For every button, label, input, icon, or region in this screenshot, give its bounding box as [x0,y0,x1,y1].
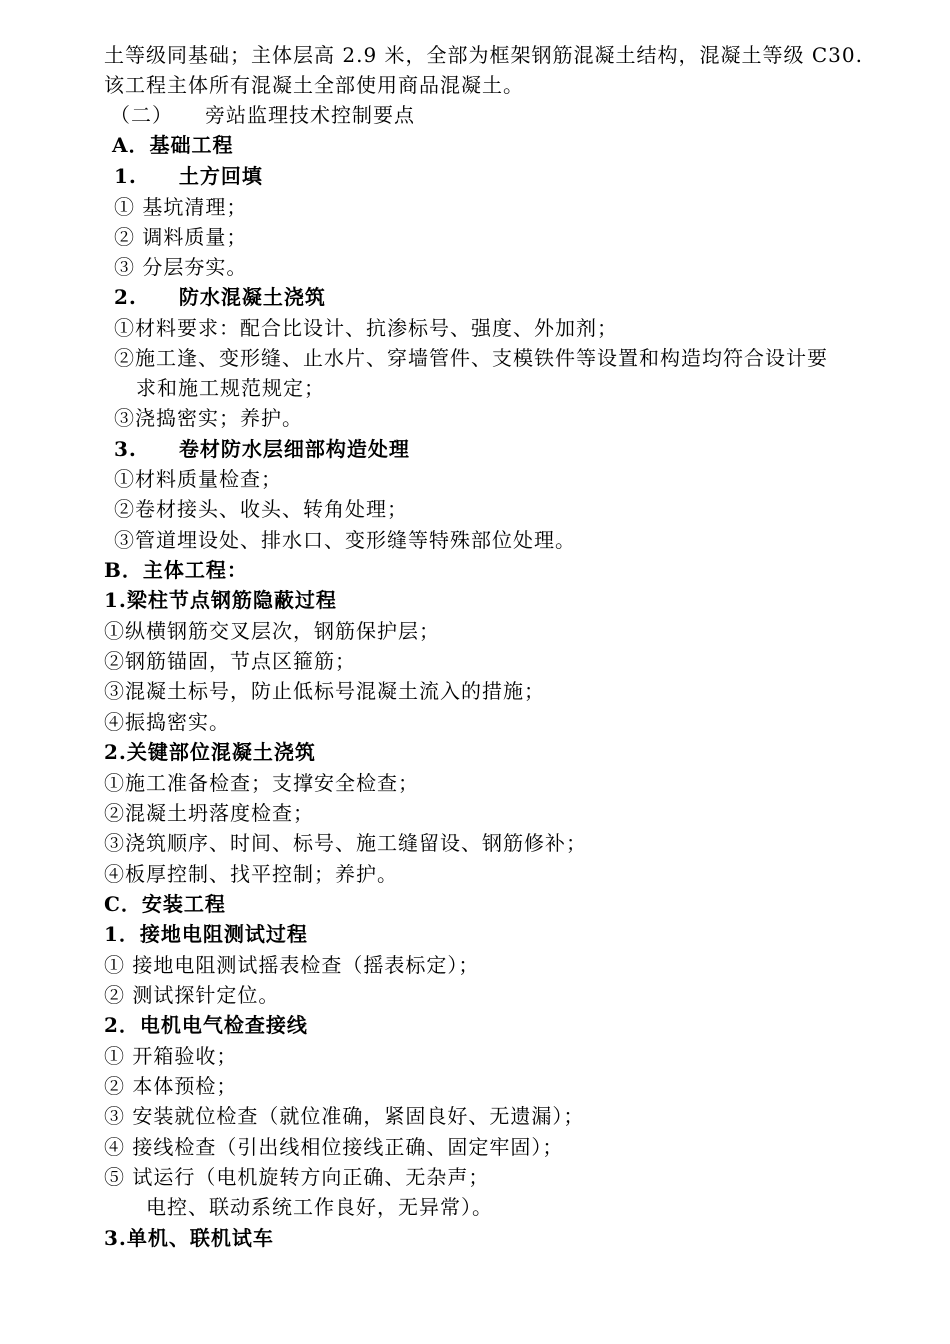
list-item: ① 基坑清理； [114,195,248,219]
list-item: ③浇捣密实；养护。 [114,406,303,430]
list-item: ②钢筋锚固，节点区箍筋； [104,649,356,673]
list-item: ② 测试探针定位。 [104,983,280,1007]
list-item: ②混凝土坍落度检查； [104,801,314,825]
item-heading: 2．电机电气检查接线 [104,1013,308,1037]
list-item: ③ 分层夯实。 [114,255,248,279]
item-heading: 3.单机、联机试车 [104,1226,274,1250]
item-heading: 1．接地电阻测试过程 [104,922,308,946]
item-heading: 1. 土方回填 [114,164,263,188]
list-item-continuation: 求和施工规范规定； [136,376,325,400]
list-item: ③ 安装就位检查（就位准确，紧固良好、无遗漏）； [104,1104,585,1128]
item-heading: 2.关键部位混凝土浇筑 [104,740,316,764]
list-item-continuation: 电控、联动系统工作良好，无异常）。 [146,1195,493,1219]
list-item: ①纵横钢筋交叉层次，钢筋保护层； [104,619,440,643]
section-heading: B．主体工程： [104,558,248,582]
list-item: ②施工逢、变形缝、止水片、穿墙管件、支模铁件等设置和构造均符合设计要 [114,346,828,370]
list-item: ④板厚控制、找平控制；养护。 [104,862,398,886]
list-item: ① 接地电阻测试摇表检查（摇表标定）； [104,953,480,977]
list-item: ④振捣密实。 [104,710,230,734]
list-item: ①施工准备检查；支撑安全检查； [104,771,419,795]
subsection-heading: （二） 旁站监理技术控制要点 [110,103,415,127]
list-item: ①材料要求：配合比设计、抗渗标号、强度、外加剂； [114,316,618,340]
list-item: ③混凝土标号，防止低标号混凝土流入的措施； [104,679,545,703]
list-item: ⑤ 试运行（电机旋转方向正确、无杂声； [104,1165,490,1189]
item-heading: 3. 卷材防水层细部构造处理 [114,437,410,461]
section-heading: C．安装工程 [104,892,226,916]
section-heading: A．基础工程 [112,133,234,157]
item-heading: 2. 防水混凝土浇筑 [114,285,326,309]
list-item: ④ 接线检查（引出线相位接线正确、固定牢固）； [104,1135,564,1159]
list-item: ② 本体预检； [104,1074,238,1098]
item-heading: 1.梁柱节点钢筋隐蔽过程 [104,588,337,612]
list-item: ① 开箱验收； [104,1044,238,1068]
list-item: ② 调料质量； [114,225,248,249]
list-item: ③浇筑顺序、时间、标号、施工缝留设、钢筋修补； [104,831,587,855]
list-item: ②卷材接头、收头、转角处理； [114,497,408,521]
list-item: ③管道埋设处、排水口、变形缝等特殊部位处理。 [114,528,576,552]
text-line: 土等级同基础；主体层高 2.9 米，全部为框架钢筋混凝土结构，混凝土等级 C30. [104,43,863,67]
list-item: ①材料质量检查； [114,467,282,491]
text-line: 该工程主体所有混凝土全部使用商品混凝土。 [104,73,524,97]
